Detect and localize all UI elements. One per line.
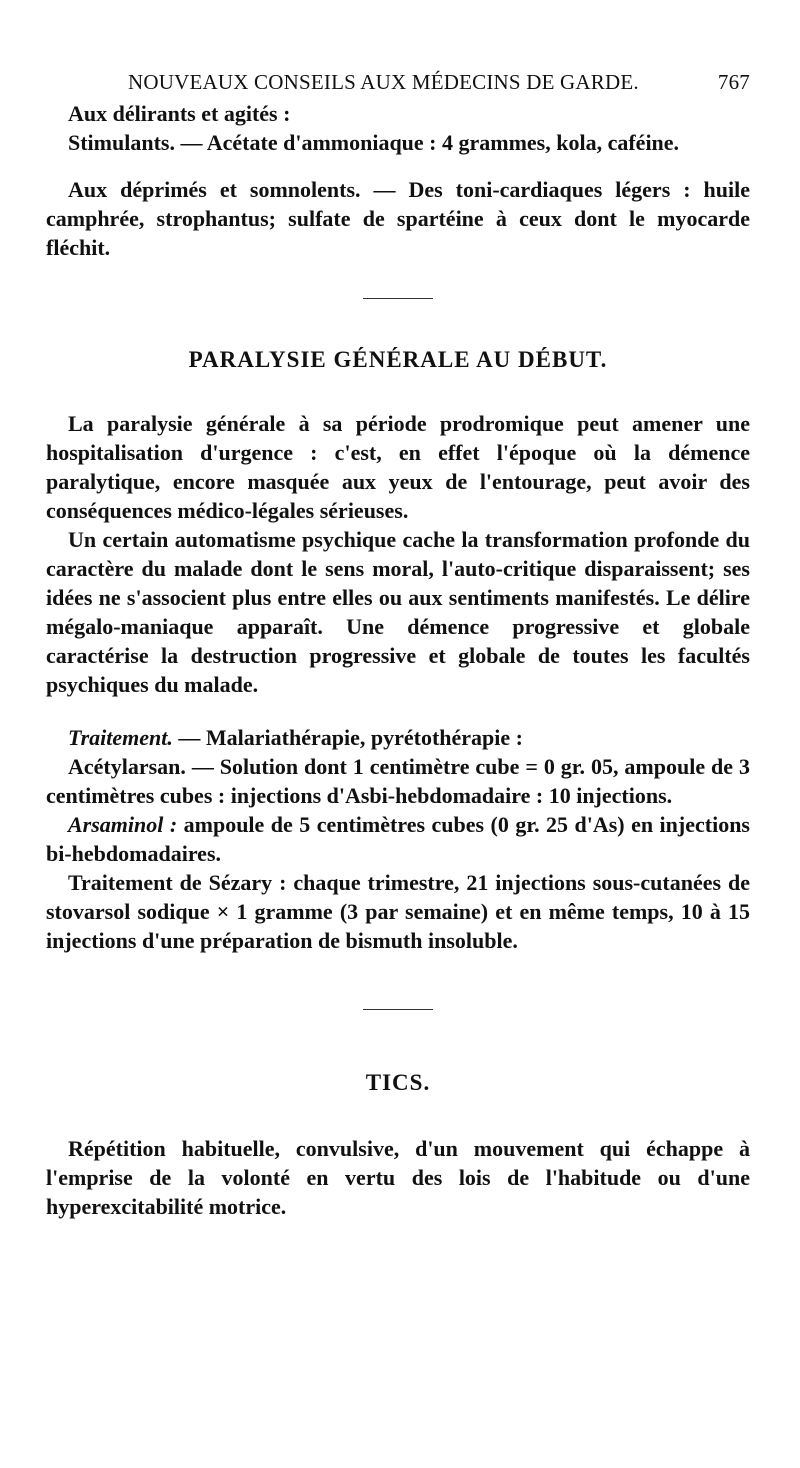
page-number: 767	[717, 70, 750, 94]
section-divider	[363, 1009, 433, 1010]
tics-paragraph: Répétition habituelle, convulsive, d'un mouvement qui échappe à l'emprise de la volonté en vertu des lois de l'habitude ou d'une hyperexcitabilité motrice.	[46, 1136, 750, 1219]
section-title-tics: TICS.	[365, 1070, 431, 1095]
section-title-paralysie: PARALYSIE GÉNÉRALE AU DÉBUT.	[188, 347, 608, 372]
paralysie-paragraph-2: Un certain automatisme psychique cache la transformation profonde du caractère du malade dont le sens moral, l'auto-critique disparaissent; ses idées ne s'associent plus entre elles ou aux sentiments manifestés. Le délire mégalo-maniaque apparaît. Une démence progressive et globale caractérise la destruction progressive et globale de toutes les facultés psychiques du malade.	[46, 527, 750, 697]
section-divider	[363, 298, 433, 299]
sezary-paragraph: Traitement de Sézary : chaque trimestre, 21 injections sous-cutanées de stovarsol sodique × 1 gramme (3 par semaine) et en même temps, 10 à 15 injections d'une préparation de bismuth insoluble.	[46, 870, 750, 953]
traitement-paragraph	[46, 723, 750, 752]
delirants-heading: Aux délirants et agités :	[68, 101, 291, 126]
traitement-label: Traitement.	[68, 725, 173, 750]
traitement-text: — Malariathérapie, pyrétothérapie :	[172, 725, 523, 750]
paralysie-paragraph-1: La paralysie générale à sa période prodromique peut amener une hospitalisation d'urgence : c'est, en effet l'époque où la démence paralytique, encore masquée aux yeux de l'entourage, peut avoir des conséquences médico-légales sérieuses.	[46, 411, 750, 523]
running-title: NOUVEAUX CONSEILS AUX MÉDECINS DE GARDE.	[128, 70, 639, 94]
arsaminol-text: ampoule de 5 centimètres cubes (0 gr. 25 d'As) en injections bi-hebdomadaires.	[46, 812, 750, 866]
arsaminol-label: Arsaminol :	[68, 812, 178, 837]
acetylarsan-paragraph: Acétylarsan. — Solution dont 1 centimètre cube = 0 gr. 05, ampoule de 3 centimètres cubes : injections d'Asbi-hebdomadaire : 10 injections.	[46, 754, 750, 808]
arsaminol-paragraph	[46, 810, 750, 868]
deprimes-paragraph: Aux déprimés et somnolents. — Des toni-cardiaques légers : huile camphrée, strophantus; sulfate de spartéine à ceux dont le myocarde fléchit.	[46, 177, 750, 260]
delirants-text: Stimulants. — Acétate d'ammoniaque : 4 grammes, kola, caféine.	[68, 130, 680, 155]
running-header	[46, 70, 750, 95]
